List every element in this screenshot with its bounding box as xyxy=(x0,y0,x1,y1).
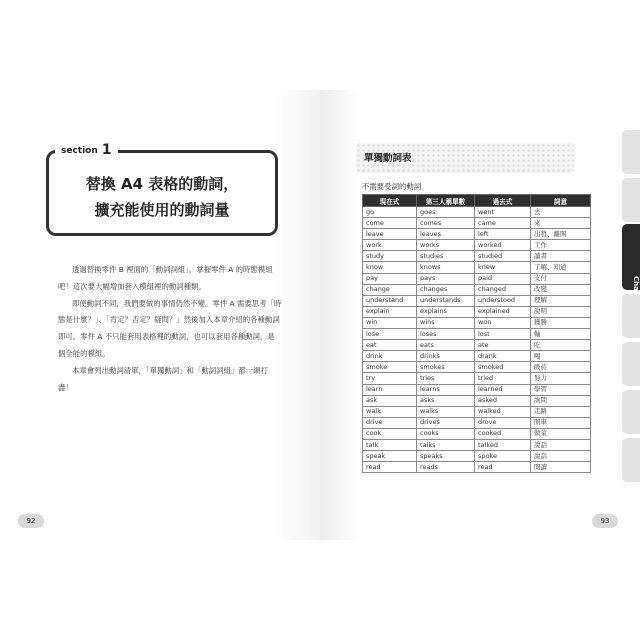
table-row xyxy=(363,284,591,295)
cell-third-person: reads xyxy=(417,462,475,473)
cell-present: explain xyxy=(363,306,417,317)
table-row xyxy=(363,251,591,262)
cell-meaning: 工作 xyxy=(531,240,591,251)
cell-meaning: 走路 xyxy=(531,406,591,417)
cell-meaning: 輸 xyxy=(531,329,591,340)
cell-past: understood xyxy=(475,295,531,306)
cell-past: knew xyxy=(475,262,531,273)
chapter-tab-2[interactable] xyxy=(622,178,640,222)
table-row xyxy=(363,428,591,439)
cell-meaning: 閱讀 xyxy=(531,462,591,473)
cell-meaning: 讀書 xyxy=(531,251,591,262)
cell-past: left xyxy=(475,229,531,240)
cell-present: change xyxy=(363,284,417,295)
cell-third-person: explains xyxy=(417,306,475,317)
cell-present: leave xyxy=(363,229,417,240)
cell-past: paid xyxy=(475,273,531,284)
cell-past: tried xyxy=(475,373,531,384)
cell-meaning: 吸菸 xyxy=(531,362,591,373)
cell-third-person: comes xyxy=(417,218,475,229)
cell-past: drove xyxy=(475,417,531,428)
cell-present: talk xyxy=(363,439,417,450)
cell-meaning: 獲勝 xyxy=(531,317,591,328)
cell-present: walk xyxy=(363,406,417,417)
cell-past: won xyxy=(475,317,531,328)
cell-third-person: goes xyxy=(417,207,475,218)
table-row xyxy=(363,240,591,251)
cell-meaning: 說話 xyxy=(531,451,591,462)
cell-present: drink xyxy=(363,351,417,362)
table-header-row xyxy=(363,195,591,207)
cell-third-person: leaves xyxy=(417,229,475,240)
chapter-tab-4[interactable] xyxy=(622,342,640,386)
column-header-third-person: 第三人稱單數 xyxy=(417,195,475,207)
book-spread xyxy=(0,90,640,540)
right-page xyxy=(320,90,640,540)
column-header-meaning: 詞意 xyxy=(531,195,591,207)
cell-past: asked xyxy=(475,395,531,406)
table-row xyxy=(363,273,591,284)
table-row xyxy=(363,329,591,340)
cell-present: lose xyxy=(363,329,417,340)
cell-third-person: studies xyxy=(417,251,475,262)
cell-present: study xyxy=(363,251,417,262)
table-row xyxy=(363,395,591,406)
cell-meaning: 去 xyxy=(531,207,591,218)
cell-third-person: talks xyxy=(417,439,475,450)
cell-present: go xyxy=(363,207,417,218)
cell-past: explained xyxy=(475,306,531,317)
cell-third-person: pays xyxy=(417,273,475,284)
cell-past: talked xyxy=(475,439,531,450)
cell-present: read xyxy=(363,462,417,473)
left-page xyxy=(0,90,320,540)
section-title-box xyxy=(46,150,278,236)
cell-third-person: works xyxy=(417,240,475,251)
section-number: 1 xyxy=(101,142,112,158)
chapter-tab-1[interactable] xyxy=(622,130,640,174)
cell-present: know xyxy=(363,262,417,273)
cell-past: smoked xyxy=(475,362,531,373)
table-row xyxy=(363,384,591,395)
cell-third-person: tries xyxy=(417,373,475,384)
cell-past: ate xyxy=(475,340,531,351)
cell-meaning: 來 xyxy=(531,218,591,229)
table-row xyxy=(363,340,591,351)
cell-third-person: learns xyxy=(417,384,475,395)
cell-meaning: 說明 xyxy=(531,306,591,317)
table-row xyxy=(363,362,591,373)
cell-past: walked xyxy=(475,406,531,417)
cell-past: spoke xyxy=(475,451,531,462)
cell-present: try xyxy=(363,373,417,384)
body-paragraph: 本章會列出動詞清單，「單獨動詞」和「動詞詞組」都一網打盡！ xyxy=(58,365,268,392)
table-row xyxy=(363,462,591,473)
table-row xyxy=(363,406,591,417)
section-tag xyxy=(55,142,118,160)
section-title-line-1: 替換 A4 表格的動詞， xyxy=(85,175,239,193)
cell-present: win xyxy=(363,317,417,328)
verb-table xyxy=(362,194,591,473)
cell-third-person: knows xyxy=(417,262,475,273)
section-title-line-2: 擴充能使用的動詞量 xyxy=(94,201,230,219)
cell-meaning: 理解 xyxy=(531,295,591,306)
table-row xyxy=(363,317,591,328)
table-row xyxy=(363,351,591,362)
cell-meaning: 說話 xyxy=(531,439,591,450)
cell-meaning: 努力 xyxy=(531,373,591,384)
table-row xyxy=(363,373,591,384)
table-row xyxy=(363,451,591,462)
cell-meaning: 開車 xyxy=(531,417,591,428)
body-paragraph: 即使動詞不同，我們要做的事情仍然不變。零件 A 需要思考「時態是什麼？」、「肯定？否定？疑問？」然後加入本章介紹的各種動詞即可。零件 A 不只能套用表格裡的動詞，也可以套用各種動詞，是個全能的模組。 xyxy=(58,298,282,358)
table-row xyxy=(363,295,591,306)
chapter-tab-6[interactable] xyxy=(622,438,640,482)
cell-present: drive xyxy=(363,417,417,428)
cell-present: speak xyxy=(363,451,417,462)
cell-third-person: smokes xyxy=(417,362,475,373)
table-row xyxy=(363,417,591,428)
cell-present: eat xyxy=(363,340,417,351)
cell-past: learned xyxy=(475,384,531,395)
cell-past: lost xyxy=(475,329,531,340)
chapter-tab-active[interactable] xyxy=(622,224,640,290)
cell-past: came xyxy=(475,218,531,229)
table-row xyxy=(363,218,591,229)
body-paragraph: 透過替換零件 B 裡面的「動詞詞組」，掌握零件 A 的時態模組吧！這次要大幅增加套入模組裡的動詞種類。 xyxy=(58,265,273,291)
column-header-present: 現在式 xyxy=(363,195,417,207)
cell-third-person: drives xyxy=(417,417,475,428)
table-body xyxy=(363,207,591,473)
cell-meaning: 喝 xyxy=(531,351,591,362)
cell-third-person: cooks xyxy=(417,428,475,439)
chapter-tab-3[interactable] xyxy=(622,294,640,338)
table-row xyxy=(363,306,591,317)
cell-third-person: speaks xyxy=(417,451,475,462)
cell-third-person: drinks xyxy=(417,351,475,362)
section-label: section xyxy=(61,146,98,156)
cell-present: pay xyxy=(363,273,417,284)
page-number-right: 93 xyxy=(592,514,618,528)
cell-meaning: 吃 xyxy=(531,340,591,351)
cell-present: learn xyxy=(363,384,417,395)
cell-meaning: 學習 xyxy=(531,384,591,395)
cell-third-person: eats xyxy=(417,340,475,351)
cell-past: worked xyxy=(475,240,531,251)
column-header-past: 過去式 xyxy=(475,195,531,207)
cell-present: ask xyxy=(363,395,417,406)
cell-third-person: understands xyxy=(417,295,475,306)
cell-meaning: 做菜 xyxy=(531,428,591,439)
table-row xyxy=(363,207,591,218)
cell-meaning: 詢問 xyxy=(531,395,591,406)
cell-third-person: changes xyxy=(417,284,475,295)
table-row xyxy=(363,439,591,450)
cell-present: smoke xyxy=(363,362,417,373)
cell-meaning: 出發、離開 xyxy=(531,229,591,240)
cell-third-person: walks xyxy=(417,406,475,417)
table-title: 不需要受詞的動詞 xyxy=(362,182,422,191)
cell-meaning: 支付 xyxy=(531,273,591,284)
cell-present: work xyxy=(363,240,417,251)
cell-third-person: wins xyxy=(417,317,475,328)
cell-present: understand xyxy=(363,295,417,306)
cell-past: changed xyxy=(475,284,531,295)
cell-third-person: loses xyxy=(417,329,475,340)
verb-list-heading: 單獨動詞表 xyxy=(364,153,412,164)
table-row xyxy=(363,262,591,273)
cell-past: read xyxy=(475,462,531,473)
table-row xyxy=(363,229,591,240)
cell-third-person: asks xyxy=(417,395,475,406)
cell-present: come xyxy=(363,218,417,229)
chapter-tab-5[interactable] xyxy=(622,390,640,434)
cell-past: drank xyxy=(475,351,531,362)
cell-meaning: 改變 xyxy=(531,284,591,295)
body-text xyxy=(58,262,282,396)
page-number-left: 92 xyxy=(18,514,44,528)
cell-meaning: 了解、知道 xyxy=(531,262,591,273)
cell-present: cook xyxy=(363,428,417,439)
cell-past: went xyxy=(475,207,531,218)
cell-past: studied xyxy=(475,251,531,262)
cell-past: cooked xyxy=(475,428,531,439)
